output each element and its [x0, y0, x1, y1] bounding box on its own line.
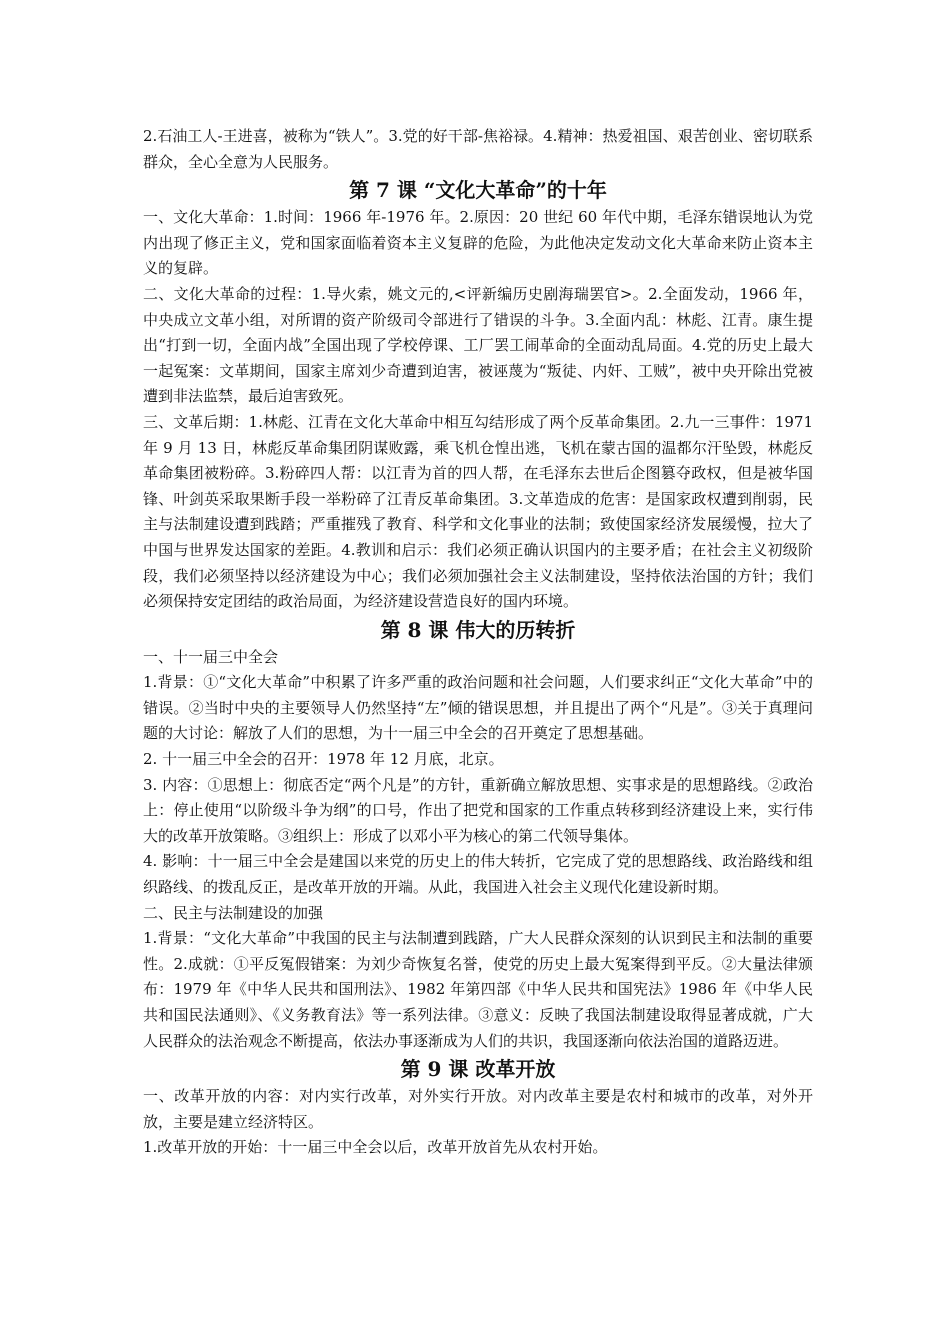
section-heading: 一、十一届三中全会 — [143, 647, 279, 666]
lesson-heading: 第 7 课 “文化大革命”的十年 — [349, 178, 607, 203]
paragraph: 3. 内容：①思想上：彻底否定“两个凡是”的方针，重新确立解放思想、实事求是的思想路线。②政治上：停止使用“以阶级斗争为纲”的口号，作出了把党和国家的工作重点转移到经济建设上来，实行伟大的改革开放策略。③组织上：形成了以邓小平为核心的第二代领导集体。 — [143, 775, 813, 845]
paragraph: 1.改革开放的开始：十一届三中全会以后，改革开放首先从农村开始。 — [143, 1138, 608, 1157]
paragraph: 4. 影响：十一届三中全会是建国以来党的历史上的伟大转折，它完成了党的思想路线、政治路线和组织路线、的拨乱反正，是改革开放的开端。从此，我国进入社会主义现代化建设新时期。 — [143, 852, 813, 897]
paragraph: 一、文化大革命：1.时间：1966 年-1976 年。2.原因：20 世纪 60 年代中期，毛泽东错误地认为党内出现了修正主义，党和国家面临着资本主义复辟的危险，为此他决定发动文化大革命来防止资本主义的复辟。 — [143, 208, 813, 278]
paragraph: 二、文化大革命的过程：1.导火索，姚文元的,<评新编历史剧海瑞罢官>。2.全面发动，1966 年，中央成立文革小组，对所谓的资产阶级司令部进行了错误的斗争。3.全面内乱：林彪、江青。康生提出“打到一切，全面内战”全国出现了学校停课、工厂罢工闹革命的全面动乱局面。4.党的历史上最大一起冤案：文革期间，国家主席刘少奇遭到迫害，被诬蔑为“叛徒、内奸、工贼”，被中央开除出党被遭到非法监禁，最后迫害致死。 — [143, 284, 813, 406]
paragraph: 2.石油工人-王进喜，被称为“铁人”。3.党的好干部-焦裕禄。4.精神：热爱祖国、艰苦创业、密切联系群众，全心全意为人民服务。 — [143, 127, 813, 171]
document-page — [143, 124, 813, 1161]
paragraph: 1.背景：“文化大革命”中我国的民主与法制遭到践踏，广大人民群众深刻的认识到民主和法制的重要性。2.成就：①平反冤假错案：为刘少奇恢复名誉，使党的历史上最大冤案得到平反。②大量法律颁布：1979 年《中华人民共和国刑法》、1982 年第四部《中华人民共和国宪法》1986 年《中华人民共和国民法通则》、《义务教育法》等一系列法律。③意义：反映了我国法制建设取得显著成就，广大人民群众的法治观念不断提高，依法办事逐渐成为人们的共识，我国逐渐向依法治国的道路迈进。 — [143, 929, 813, 1050]
section-heading: 二、民主与法制建设的加强 — [143, 903, 324, 922]
lesson-heading: 第 9 课 改革开放 — [400, 1057, 556, 1082]
paragraph: 三、文革后期：1.林彪、江青在文化大革命中相互勾结形成了两个反革命集团。2.九一三事件：1971 年 9 月 13 日，林彪反革命集团阴谋败露，乘飞机仓惶出逃，飞机在蒙古国的温都尔汗坠毁，林彪反革命集团被粉碎。3.粉碎四人帮：以江青为首的四人帮，在毛泽东去世后企图篡夺政权，但是被华国锋、叶剑英采取果断手段一举粉碎了江青反革命集团。3.文革造成的危害：是国家政权遭到削弱，民主与法制建设遭到践踏；严重摧残了教育、科学和文化事业的法制；致使国家经济发展缓慢，拉大了中国与世界发达国家的差距。4.教训和启示：我们必须正确认识国内的主要矛盾；在社会主义初级阶段，我们必须坚持以经济建设为中心；我们必须加强社会主义法制建设，坚持依法治国的方针；我们必须保持安定团结的政治局面，为经济建设营造良好的国内环境。 — [143, 412, 813, 611]
paragraph: 2. 十一届三中全会的召开：1978 年 12 月底，北京。 — [143, 750, 504, 769]
paragraph: 1.背景：①“文化大革命”中积累了许多严重的政治问题和社会问题，人们要求纠正“文化大革命”中的错误。②当时中央的主要领导人仍然坚持“左”倾的错误思想，并且提出了两个“凡是”。③关于真理问题的大讨论：解放了人们的思想，为十一届三中全会的召开奠定了思想基础。 — [143, 673, 813, 743]
paragraph: 一、改革开放的内容：对内实行改革，对外实行开放。对内改革主要是农村和城市的改革，对外开放，主要是建立经济特区。 — [143, 1087, 813, 1131]
lesson-heading: 第 8 课 伟大的历转折 — [380, 617, 576, 642]
